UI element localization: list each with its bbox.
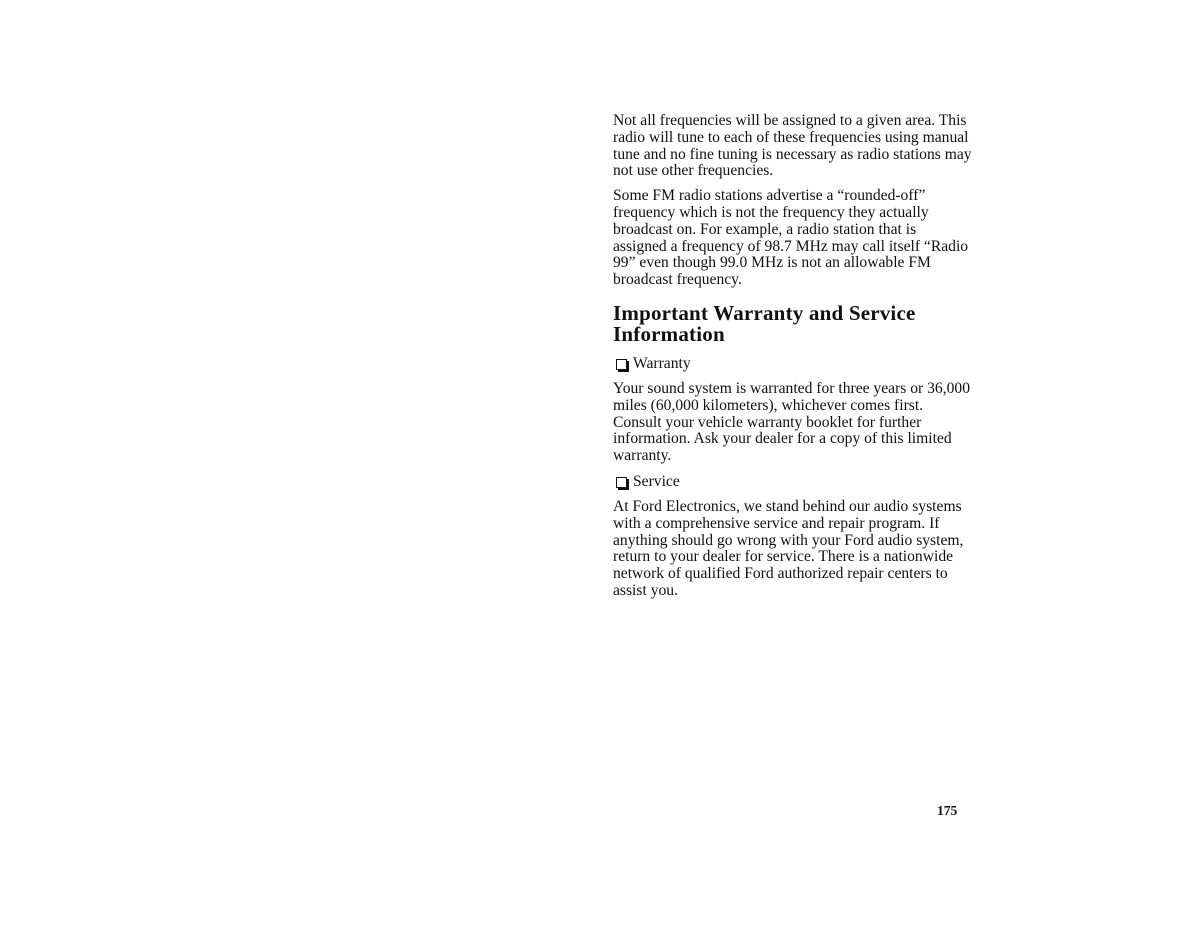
warranty-paragraph: Your sound system is warranted for three years or 36,000 miles (60,000 kilometers), whichever comes first. Consult your vehicle warranty booklet for further information. Ask your dealer for a copy of this limited warranty.: [613, 379, 971, 465]
paragraph-frequencies: Not all frequencies will be assigned to a given area. This radio will tune to each of these frequencies using manual tune and no fine tuning is necessary as radio stations may not use other frequencies.: [613, 112, 972, 180]
paragraph-rounded-frequency: Some FM radio stations advertise a “rounded-off” frequency which is not the frequency they actually broadcast on. For example, a radio station that is assigned a frequency of 98.7 MHz may call itself “Radio 99” even though 99.0 MHz is not an allowable FM broadcast frequency.: [613, 187, 969, 289]
service-subheading: [613, 473, 973, 491]
page-number: 175: [937, 803, 958, 818]
checkbox-bullet-icon: [616, 359, 627, 370]
checkbox-bullet-icon: [616, 477, 627, 488]
service-heading-label: Service: [633, 472, 680, 490]
warranty-heading-label: Warranty: [633, 354, 691, 372]
service-paragraph: At Ford Electronics, we stand behind our audio systems with a comprehensive service and repair program. If anything should go wrong with your Ford audio system, return to your dealer for service. There is a nationwide network of qualified Ford authorized repair centers to assist you.: [613, 497, 964, 599]
text-column: [613, 113, 973, 608]
section-title: Important Warranty and Service Information: [613, 300, 916, 346]
warranty-subheading: [613, 355, 973, 373]
